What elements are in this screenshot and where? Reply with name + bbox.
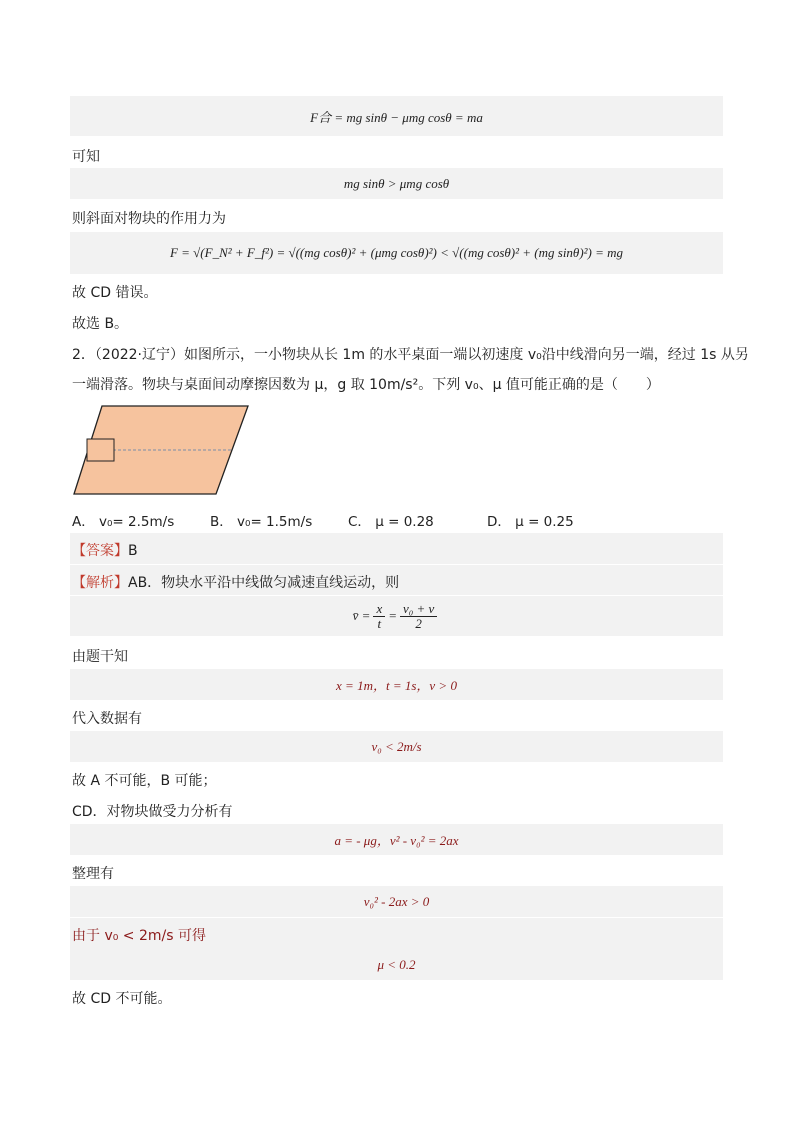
equation-resultant: F = √(F_N² + F_f²) = √((mg cosθ)² + (μmg cosθ)²) < √((mg cosθ)² + (mg sinθ)²) = mg	[70, 232, 723, 274]
text-tigan: 由题干知	[72, 649, 128, 665]
equation-mu-limit: μ < 0.2	[70, 949, 723, 980]
text-cd-force-analysis: CD．对物块做受力分析有	[72, 804, 233, 820]
answer-value: B	[128, 543, 138, 559]
answer-label: 【答案】	[72, 543, 128, 559]
text-cd-wrong: 故 CD 错误。	[72, 285, 158, 301]
question-line-2: 一端滑落。物块与桌面间动摩擦因数为 μ，g 取 10m/s²。下列 v₀、μ 值可能正确的是（ ）	[72, 377, 660, 393]
answer-shade	[70, 533, 723, 564]
equation-inequality: mg sinθ > μmg cosθ	[70, 168, 723, 199]
option-a: A． v₀= 2.5m/s	[72, 514, 175, 530]
equation-v0-limit: v₀ < 2m/s	[70, 731, 723, 762]
text-substitute: 代入数据有	[72, 711, 142, 727]
equation-average-velocity: v̄ = $\frac{x}{t}$ = $\frac{\text{v₀ + v}}{2}$	[70, 596, 723, 636]
text-organize: 整理有	[72, 866, 114, 882]
analysis-text: AB．物块水平沿中线做匀减速直线运动，则	[128, 575, 400, 591]
text-since: 由于 v₀ < 2m/s 可得	[72, 928, 206, 944]
block-object	[87, 439, 114, 461]
table-diagram	[70, 404, 252, 496]
text-choose-b: 故选 B。	[72, 316, 129, 332]
fraction-v-sum-over-2: $\frac{\text{v₀ + v}}{2}$	[400, 602, 437, 631]
fraction-x-over-t: $\frac{x}{t}$	[373, 602, 385, 631]
answer-line	[72, 540, 138, 560]
equation-organized: v₀² - 2ax > 0	[70, 886, 723, 917]
analysis-label: 【解析】	[72, 575, 128, 591]
analysis-line	[72, 572, 399, 592]
option-c: C． μ = 0.28	[348, 514, 434, 530]
text-cd-impossible: 故 CD 不可能。	[72, 991, 172, 1007]
equation-given: x = 1m，t = 1s，v > 0	[70, 669, 723, 700]
equation-net-force: F合 = mg sinθ − μmg cosθ = ma	[70, 96, 723, 136]
text-incline-force: 则斜面对物块的作用力为	[72, 211, 226, 227]
text-a-b-conclusion: 故 A 不可能，B 可能；	[72, 773, 217, 789]
question-line-1: 2．（2022·辽宁）如图所示，一小物块从长 1m 的水平桌面一端以初速度 v₀沿中线滑向另一端，经过 1s 从另	[72, 347, 749, 363]
text-kezhi: 可知	[72, 149, 100, 165]
option-d: D． μ = 0.25	[487, 514, 574, 530]
equation-acceleration: a = - μg，v² - v₀² = 2ax	[70, 824, 723, 855]
option-b: B． v₀= 1.5m/s	[210, 514, 313, 530]
